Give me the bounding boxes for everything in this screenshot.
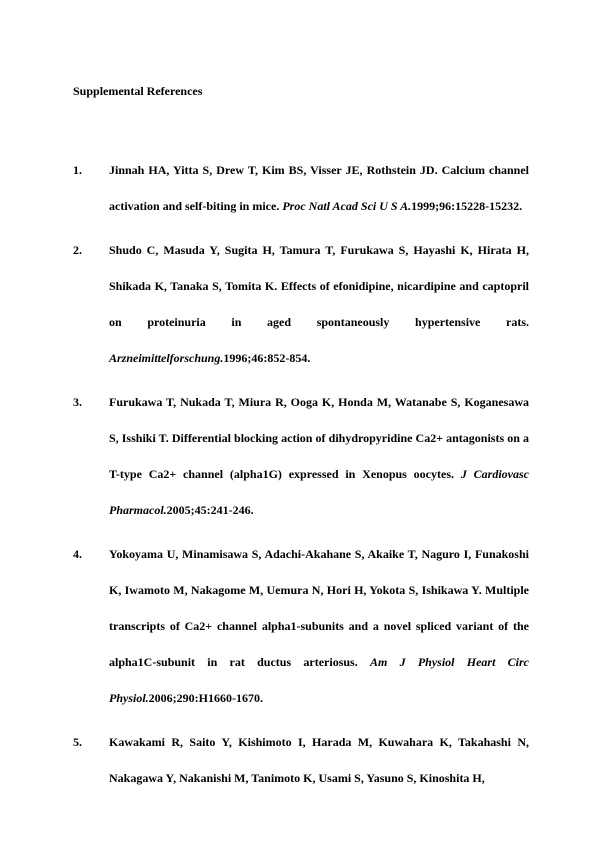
reference-number: 2. — [73, 243, 82, 257]
reference-journal: Am J Physiol Heart Circ Physiol. — [109, 655, 529, 705]
reference-authors-title: Furukawa T, Nukada T, Miura R, Ooga K, Honda M, Watanabe S, Koganesawa S, Isshiki T. Differential blocking action of dihydropyridine Ca2+ antagonists on a T-type Ca2+ channel (alpha1G) expressed in Xenopus oocytes. — [109, 395, 529, 481]
reference-text — [109, 724, 529, 796]
reference-list — [0, 152, 600, 804]
reference-journal: J Cardiovasc Pharmacol. — [109, 467, 529, 517]
reference-text — [109, 384, 529, 528]
reference-citation: 1999;96:15228-15232. — [411, 199, 523, 213]
reference-number: 3. — [73, 395, 82, 409]
reference-journal: Proc Natl Acad Sci U S A. — [282, 199, 412, 213]
reference-citation: 2005;45:241-246. — [166, 503, 254, 517]
reference-number: 5. — [73, 735, 82, 749]
reference-number: 4. — [73, 547, 82, 561]
reference-citation: 1996;46:852-854. — [223, 351, 311, 365]
reference-authors-title: Shudo C, Masuda Y, Sugita H, Tamura T, Furukawa S, Hayashi K, Hirata H, Shikada K, Tanaka S, Tomita K. Effects of efonidipine, nicardipine and captopril on proteinuria in aged spontaneously hypertensive rats. — [109, 243, 529, 329]
reference-item — [0, 152, 600, 224]
reference-authors-title: Yokoyama U, Minamisawa S, Adachi-Akahane S, Akaike T, Naguro I, Funakoshi K, Iwamoto M, Nakagome M, Uemura N, Hori H, Yokota S, Ishikawa Y. Multiple transcripts of Ca2+ channel alpha1-subunits and a novel spliced variant of the alpha1C-subunit in rat ductus arteriosus. — [109, 547, 529, 669]
reference-text — [109, 232, 529, 376]
reference-item — [0, 384, 600, 528]
reference-item — [0, 232, 600, 376]
page-heading: Supplemental References — [73, 84, 203, 98]
reference-item — [0, 536, 600, 716]
reference-item — [0, 724, 600, 796]
reference-journal: Arzneimittelforschung. — [109, 351, 224, 365]
reference-number: 1. — [73, 163, 82, 177]
reference-citation: 2006;290:H1660-1670. — [148, 691, 263, 705]
reference-authors-title: Jinnah HA, Yitta S, Drew T, Kim BS, Visser JE, Rothstein JD. Calcium channel activation and self-biting in mice. — [109, 163, 529, 213]
reference-text — [109, 536, 529, 716]
reference-authors-title: Kawakami R, Saito Y, Kishimoto I, Harada M, Kuwahara K, Takahashi N, Nakagawa Y, Nakanishi M, Tanimoto K, Usami S, Yasuno S, Kinoshita H, — [109, 735, 529, 785]
reference-text — [109, 152, 529, 224]
